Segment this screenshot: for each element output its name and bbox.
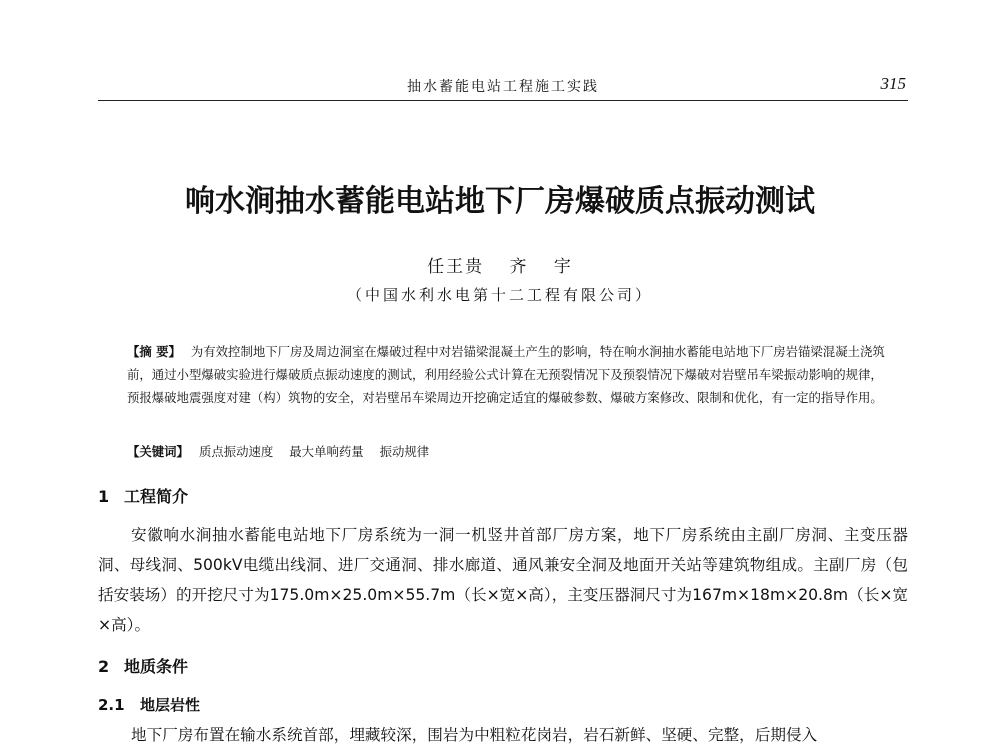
subsection-title: 地层岩性 xyxy=(140,696,201,714)
abstract xyxy=(127,340,887,409)
keywords-label: 【关键词】 xyxy=(127,444,189,459)
abstract-text: 为有效控制地下厂房及周边洞室在爆破过程中对岩锚梁混凝土产生的影响，特在响水涧抽水蓄能电站地下厂房岩锚梁混凝土浇筑前，通过小型爆破实验进行爆破质点振动速度的测试，利用经验公式计算在无预裂情况下及预裂情况下爆破对岩壁吊车梁振动影响的规律，预报爆破地震强度对建（构）筑物的安全，对岩壁吊车梁周边开挖确定适宜的爆破参数、爆破方案修改、限制和优化，有一定的指导作用。 xyxy=(127,344,885,405)
section-heading xyxy=(98,484,188,507)
affiliation: （中国水利水电第十二工程有限公司） xyxy=(346,286,653,304)
page-number: 315 xyxy=(880,74,906,93)
section-paragraph: 安徽响水涧抽水蓄能电站地下厂房系统为一洞一机竖井首部厂房方案，地下厂房系统由主副厂房洞、主变压器洞、母线洞、500kV电缆出线洞、进厂交通洞、排水廊道、通风兼安全洞及地面开关站等建筑物组成。主副厂房（包括安装场）的开挖尺寸为175.0m×25.0m×55.7m（长×宽×高），主变压器洞尺寸为167m×18m×20.8m（长×宽×高）。 xyxy=(98,526,908,634)
subsection-heading xyxy=(98,694,200,715)
subsection-paragraph: 地下厂房布置在输水系统首部，埋藏较深，围岩为中粗粒花岗岩，岩石新鲜、坚硬、完整，后期侵入 xyxy=(131,726,818,744)
keyword: 振动规律 xyxy=(379,444,430,459)
running-title: 抽水蓄能电站工程施工实践 xyxy=(407,79,599,95)
subsection-number: 2.1 xyxy=(98,696,125,714)
running-header xyxy=(98,74,908,101)
keywords xyxy=(127,440,887,463)
section-number: 1 xyxy=(98,487,110,506)
abstract-label: 【摘 要】 xyxy=(127,344,181,359)
section-number: 2 xyxy=(98,657,110,676)
section-title: 工程简介 xyxy=(124,487,189,506)
keyword: 最大单响药量 xyxy=(289,444,364,459)
authors: 任王贵 齐 宇 xyxy=(427,257,573,277)
section-title: 地质条件 xyxy=(124,657,189,676)
paper-title: 响水涧抽水蓄能电站地下厂房爆破质点振动测试 xyxy=(185,184,815,219)
section-heading xyxy=(98,654,188,677)
keyword: 质点振动速度 xyxy=(198,444,274,459)
